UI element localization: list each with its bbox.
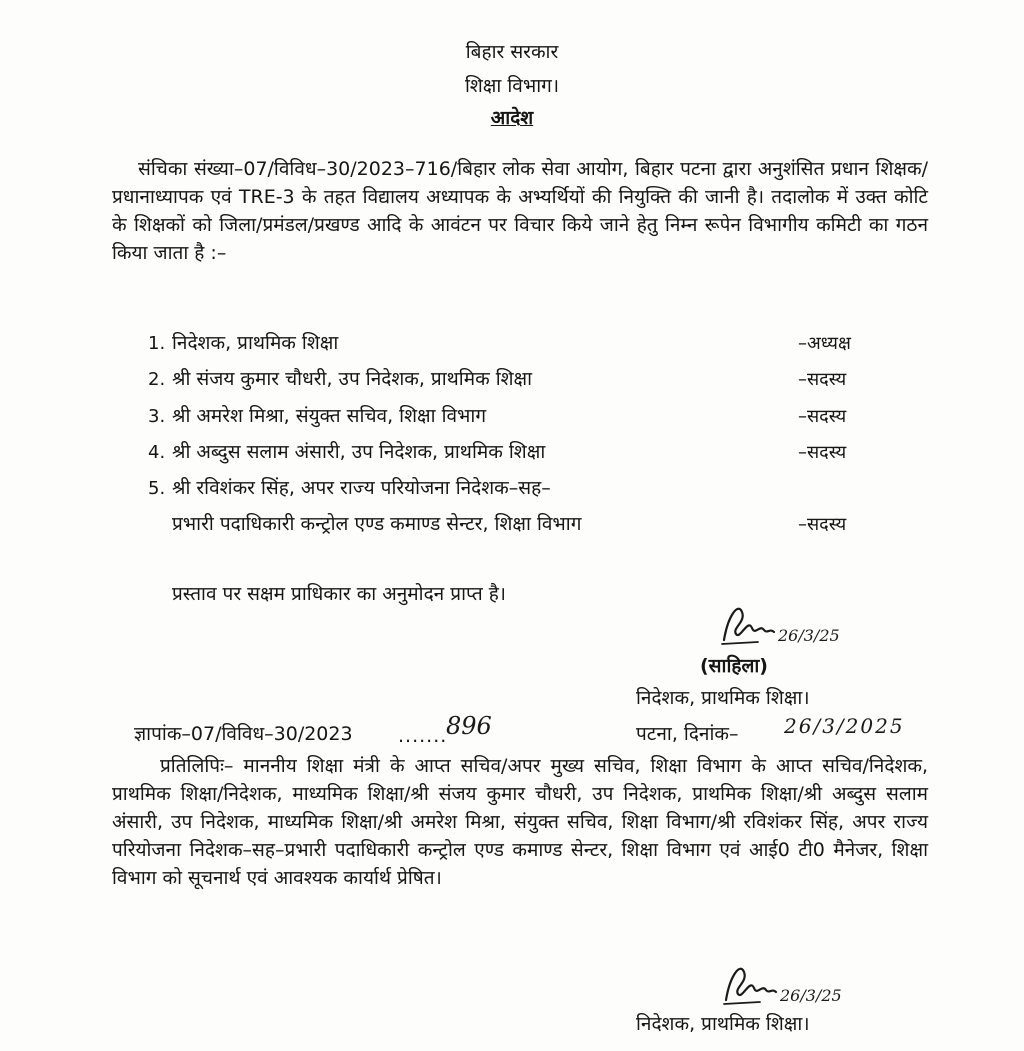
item-number: 3. [148,406,166,427]
department-name: शिक्षा विभाग। [464,75,560,97]
member-name: श्री अब्दुस सलाम अंसारी, उप निदेशक, प्राथमिक शिक्षा [172,441,546,463]
item-number: 5. [148,478,166,499]
approval-text: प्रस्ताव पर सक्षम प्राधिकार का अनुमोदन प्राप्त है। [172,583,507,605]
intro-paragraph: संचिका संख्या–07/विविध–30/2023–716/बिहार लोक सेवा आयोग, बिहार पटना द्वारा अनुशंसित प्रधान शिक्षक/प्रधानाध्यापक एवं TRE-3 के तहत विद्यालय अध्यापक के अभ्यर्थियों की नियुक्ति की जानी है। तदालोक में उक्त कोटि के शिक्षकों को जिला/प्रमंडल/प्रखण्ड आदि के आवंटन पर विचार किये जाने हेतु निम्न रूपेन विभागीय कमिटी का गठन किया जाता है :– [112,158,928,264]
memo-handwritten-number: 896 [446,712,492,740]
member-role: –सदस्य [798,442,847,463]
signatory-name: (साहिला) [700,655,768,677]
place-date-label: पटना, दिनांक– [636,723,739,745]
copy-paragraph: प्रतिलिपिः– माननीय शिक्षा मंत्री के आप्त सचिव/अपर मुख्य सचिव, शिक्षा विभाग के आप्त सचिव/निदेशक, प्राथमिक शिक्षा/निदेशक, माध्यमिक शिक्षा/श्री संजय कुमार चौधरी, उप निदेशक, प्राथमिक शिक्षा/श्री अब्दुस सलाम अंसारी, उप निदेशक, माध्यमिक शिक्षा/श्री अमरेश मिश्रा, संयुक्त सचिव, शिक्षा विभाग/श्री रविशंकर सिंह, अपर राज्य परियोजना निदेशक–सह–प्रभारी पदाधिकारी कन्ट्रोल एण्ड कमाण्ड सेन्टर, शिक्षा विभाग एवं आई0 टी0 मैनेजर, शिक्षा विभाग को सूचनार्थ एवं आवश्यक कार्यार्थ प्रेषित। [112,755,928,889]
member-name: श्री रविशंकर सिंह, अपर राज्य परियोजना निदेशक–सह– [172,477,551,499]
order-title: आदेश [490,107,534,129]
member-role: –अध्यक्ष [798,333,851,354]
member-name-line2: प्रभारी पदाधिकारी कन्ट्रोल एण्ड कमाण्ड सेन्टर, शिक्षा विभाग [172,513,582,535]
member-name: श्री अमरेश मिश्रा, संयुक्त सचिव, शिक्षा विभाग [172,405,487,427]
government-name: बिहार सरकार [465,41,559,63]
memo-dotted-fill: ....... [398,725,448,747]
member-role: –सदस्य [798,369,847,390]
item-number: 4. [148,442,166,463]
member-name: श्री संजय कुमार चौधरी, उप निदेशक, प्राथमिक शिक्षा [172,368,533,390]
signatory-designation: निदेशक, प्राथमिक शिक्षा। [636,1013,810,1035]
signature-scribble [720,960,780,1008]
item-number: 2. [148,369,166,390]
signatory-designation: निदेशक, प्राथमिक शिक्षा। [636,687,810,709]
signature-date: 26/3/25 [780,986,842,1005]
memo-number-prefix: ज्ञापांक–07/विविध–30/2023 [134,723,353,745]
member-role: –सदस्य [798,406,847,427]
signature-date: 26/3/25 [778,626,840,645]
member-name: निदेशक, प्राथमिक शिक्षा [172,332,339,354]
handwritten-date: 26/3/2025 [784,714,905,738]
member-role: –सदस्य [798,514,847,535]
item-number: 1. [148,333,166,354]
signature-scribble [718,598,778,650]
